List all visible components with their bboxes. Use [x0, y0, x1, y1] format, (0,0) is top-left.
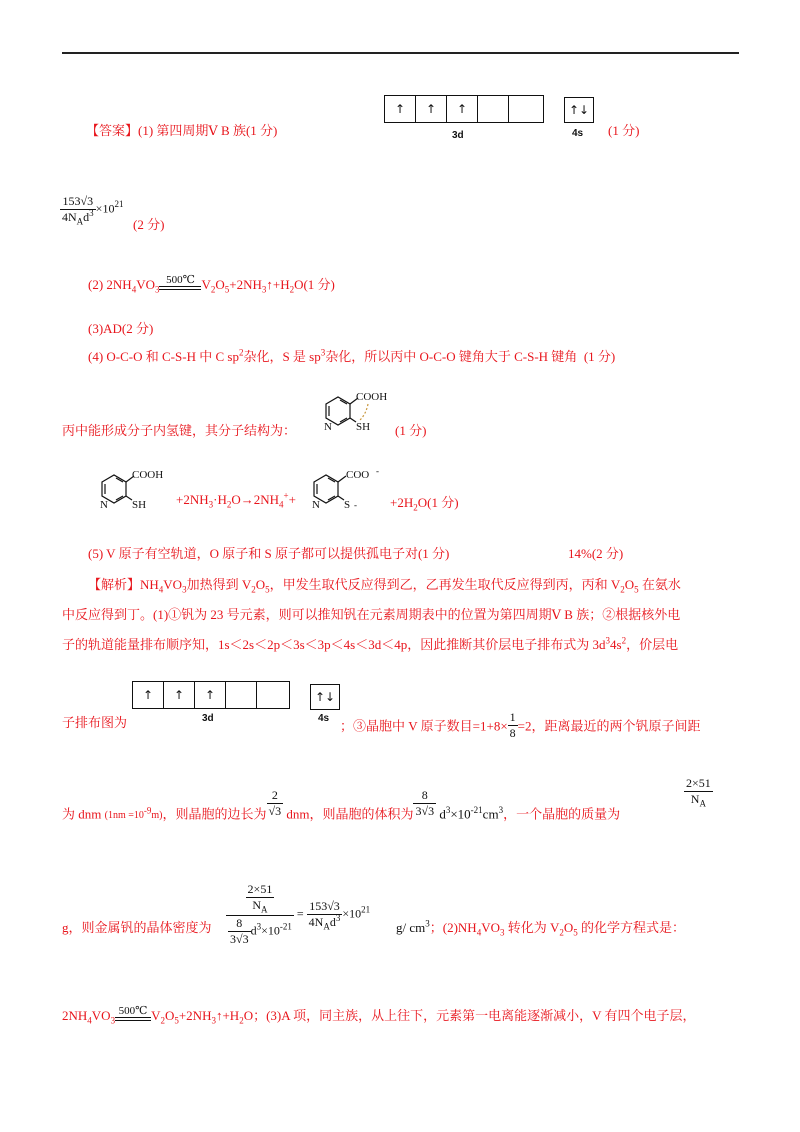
answer-4	[88, 346, 615, 365]
analysis-sup: 3	[445, 805, 451, 816]
fraction-den: 3√3	[415, 804, 435, 818]
unit-note: (1nm =10	[104, 810, 144, 822]
answer-2	[88, 274, 335, 296]
analysis-line-5	[62, 788, 621, 831]
sh-label: SH	[356, 421, 371, 433]
density-den-sub: A	[76, 216, 84, 227]
orbital-cell: ↑	[447, 96, 478, 122]
answer-line-1	[86, 120, 277, 139]
cooh-label: COOH	[132, 469, 164, 481]
orbital-4s-label: 4s	[572, 128, 584, 139]
analysis-text: ，甲发生取代反应得到乙，乙再发生取代反应得到丙，丙和 V	[269, 577, 621, 592]
analysis-sup: 3	[605, 635, 610, 646]
orbital-3d-box-analysis	[132, 681, 290, 709]
analysis-sub: 3	[499, 927, 505, 938]
p2-sub: 3	[261, 284, 267, 295]
p2-sub: 2	[210, 284, 216, 295]
fraction-den: N	[690, 792, 700, 806]
analysis-text: VO	[163, 577, 183, 592]
analysis-text: 转化为 V	[504, 920, 560, 935]
analysis-text: d	[436, 806, 446, 822]
analysis-text: NH	[140, 577, 159, 592]
orbital-cell: ↑	[133, 682, 164, 708]
analysis-text: ，一个晶胞的质量为	[503, 806, 621, 822]
p2-text: +2NH	[229, 277, 262, 292]
eq-text: ·H	[213, 492, 227, 507]
p4-text: 杂化，S 是 sp	[243, 349, 321, 364]
analysis-sub: 5	[573, 927, 578, 938]
analysis-line-6-b	[396, 917, 685, 936]
analysis-sub: 4	[476, 927, 482, 938]
p4-text: (4) O-C-O 和 C-S-H 中 C sp	[88, 349, 239, 364]
reaction-condition: 500℃	[118, 1005, 148, 1017]
density-expression	[60, 194, 123, 225]
analysis-text: +2NH	[178, 1008, 212, 1023]
analysis-text: ×10	[450, 806, 471, 822]
fraction-num: 2×51	[247, 882, 273, 896]
orbital-cell: ↑↓	[314, 690, 336, 704]
analysis-line-3	[62, 634, 678, 653]
analysis-text: 为 d	[62, 806, 85, 822]
equation-end	[390, 492, 459, 511]
orbital-3d-label: 3d	[452, 130, 464, 141]
fraction-den: √3	[268, 804, 282, 818]
analysis-sub: 4	[158, 584, 164, 595]
analysis-text: cm	[482, 806, 499, 822]
p2-text: VO	[136, 277, 155, 292]
fraction-num: 2×51	[686, 776, 711, 790]
density-score: (2 分)	[133, 217, 165, 232]
fraction-den: 3√3	[230, 932, 249, 946]
analysis-text: 加热得到 V	[186, 577, 252, 592]
analysis-line-7	[62, 1005, 696, 1027]
analysis-sub: 3	[110, 1015, 116, 1026]
p2-text: O	[215, 277, 225, 292]
orbital-3d-box	[384, 95, 544, 123]
eq-text: O(1 分)	[417, 495, 459, 510]
analysis-sub: 3	[182, 584, 187, 595]
density-den-tail: d	[83, 210, 90, 224]
p2-sub: 2	[289, 284, 295, 295]
eq-text: +	[288, 492, 296, 507]
analysis-sup: 2	[621, 635, 627, 646]
analysis-text: ，价层电	[626, 637, 679, 652]
analysis-sub: 2	[251, 584, 256, 595]
analysis-text: ；(2)NH	[429, 920, 477, 935]
analysis-sup: 3	[498, 805, 504, 816]
density-num: 153√3	[60, 194, 96, 210]
s-charge: -	[354, 500, 357, 510]
orbital-4s-box	[564, 97, 594, 123]
cooh-label: COOH	[356, 391, 388, 403]
analysis-sub: 3	[211, 1015, 216, 1026]
fraction-num: 153√3	[307, 899, 343, 915]
fraction-num: 8	[228, 916, 251, 932]
fraction-num: 8	[413, 788, 436, 804]
orbital-3d-label: 3d	[202, 713, 214, 724]
fraction-den: 4N	[308, 915, 324, 929]
header-rule	[62, 52, 739, 54]
analysis-text: 的化学方程式是：	[577, 920, 686, 935]
orbital-cell	[478, 96, 509, 122]
orbital-cell	[226, 682, 257, 708]
p2-text: V	[201, 277, 211, 292]
analysis-text: V	[151, 1008, 161, 1023]
fraction-num: 2	[267, 788, 284, 804]
analysis-text: ；③晶胞中 V 原子数目=1+8×	[340, 718, 508, 734]
orbital-cell	[257, 682, 287, 708]
analysis-sub: 5	[265, 584, 270, 595]
p4-sup: 2	[238, 347, 244, 358]
orbital-cell: ↑	[385, 96, 416, 122]
analysis-text: 子的轨道能量排布顺序知，1s＜2s＜2p＜3s＜3p＜4s＜3d＜4p，因此推断其价层电子排布式为 3d	[62, 637, 606, 652]
analysis-sub: 2	[239, 1015, 244, 1026]
analysis-sub: 2	[559, 927, 564, 938]
analysis-text: 在氨水	[638, 577, 681, 592]
p4-text: 杂化，所以丙中 O-C-O 键角大于 C-S-H 键角	[325, 349, 578, 364]
p4-sup: 3	[320, 347, 326, 358]
analysis-sup: 3	[425, 918, 430, 929]
analysis-text: VO	[481, 920, 500, 935]
eq-sub: 4	[279, 499, 284, 510]
eq-text: +2NH	[176, 492, 209, 507]
equals-sign: =	[296, 906, 304, 921]
fraction-num: 1	[509, 710, 516, 724]
analysis-line-1	[88, 574, 681, 593]
analysis-text: O；(3)A 项，同主族，从上往下，元素第一电离能逐渐减小，V 有四个电子层，	[243, 1008, 696, 1023]
analysis-text: =2，距离最近的两个钒原子间距	[517, 718, 701, 734]
structure-score: (1 分)	[395, 423, 427, 438]
n-label: N	[312, 499, 320, 511]
mult-sup: 21	[361, 904, 371, 915]
coo-label: COO	[346, 469, 370, 481]
analysis-sub: 4	[87, 1015, 92, 1026]
analysis-sub: 2	[160, 1015, 165, 1026]
analysis-sub: 5	[174, 1015, 179, 1026]
unit-note-sup: -9	[143, 806, 152, 817]
analysis-sup: -21	[470, 805, 483, 816]
density-mult-sup: 21	[114, 199, 124, 210]
analysis-text: O	[624, 577, 635, 592]
density-compound-fraction: $\frac{2\times 51}{N_A}$ $\frac{8}{3√3}$ $d^3\times 10^{-21}$ = $\frac{153√3}{4N_Ad^3}$ $\times 10^{21}$	[226, 882, 370, 947]
fraction-text: d	[250, 923, 257, 938]
fraction-text: d	[329, 915, 336, 929]
analysis-tag: 【解析】	[88, 577, 141, 592]
fraction-den: N	[252, 898, 262, 912]
answer-part1: (1) 第四周期Ⅴ B 族(1 分)	[138, 123, 278, 138]
reaction-condition: 500℃	[166, 274, 195, 286]
p2-sub: 3	[154, 284, 160, 295]
analysis-text: O	[563, 920, 574, 935]
reactant-molecule-icon	[92, 466, 176, 518]
analysis-text: O	[255, 577, 266, 592]
p2-text: ↑+H	[266, 277, 290, 292]
answer-tag: 【答案】	[86, 123, 139, 138]
p2-text: (2) 2NH	[88, 277, 132, 292]
density-mult: ×10	[95, 201, 115, 216]
analysis-line-6-a: g，则金属钒的晶体密度为	[62, 920, 212, 935]
analysis-text: nm	[84, 806, 102, 822]
eq-sub: 3	[208, 499, 214, 510]
answer-5: (5) V 原子有空轨道，O 原子和 S 原子都可以提供孤电子对(1 分)	[88, 546, 450, 561]
analysis-line-4-b	[340, 712, 701, 743]
answer-5-right: 14%(2 分)	[568, 546, 624, 561]
analysis-text: ，则晶胞的边长为	[162, 806, 267, 822]
n-label: N	[100, 499, 108, 511]
p1-score: (1 分)	[608, 123, 640, 138]
orbital-4s-box-analysis	[310, 684, 340, 710]
analysis-sub: 2	[620, 584, 625, 595]
analysis-line-4-a: 子排布图为	[62, 715, 128, 730]
eq-text: O→2NH	[231, 492, 279, 507]
equation-middle	[176, 492, 296, 508]
answer-4-structure-text: 丙中能形成分子内氢键，其分子结构为：	[62, 423, 297, 438]
orbital-cell: ↑	[416, 96, 447, 122]
s-label: S	[344, 499, 351, 511]
unit-note: m)	[151, 810, 163, 822]
mass-fraction: $\frac{2\times 51}{N_A}$	[686, 776, 711, 809]
sh-label: SH	[132, 499, 147, 511]
analysis-text: 4s	[610, 637, 622, 652]
orbital-cell: ↑	[195, 682, 226, 708]
fraction-den: 8	[509, 726, 516, 740]
p2-sub: 5	[224, 284, 230, 295]
analysis-text: VO	[91, 1008, 111, 1023]
orbital-4s-label: 4s	[318, 713, 330, 724]
p4-score: (1 分)	[583, 349, 616, 364]
analysis-line-2: 中反应得到丁。(1)①钒为 23 号元素，则可以推知钒在元素周期表中的位置为第四周期Ⅴ B 族；②根据核外电	[62, 607, 681, 622]
orbital-cell: ↑	[164, 682, 195, 708]
density-den-sup: 3	[89, 208, 94, 218]
mult-text: ×10	[342, 906, 362, 921]
coo-charge: -	[376, 466, 379, 476]
analysis-text: dnm，则晶胞的体积为	[283, 806, 414, 822]
density-den: 4N	[62, 210, 77, 224]
analysis-text: ↑+H	[215, 1008, 240, 1023]
product-molecule-icon	[304, 466, 394, 518]
orbital-cell	[509, 96, 541, 122]
eq-text: +2H	[390, 495, 414, 510]
eq-sub: 2	[413, 502, 418, 513]
analysis-text: g/ cm	[396, 920, 426, 935]
orbital-cell: ↑↓	[568, 103, 590, 117]
analysis-sub: 5	[634, 584, 639, 595]
eq-sub: 2	[226, 499, 232, 510]
n-label: N	[324, 421, 332, 433]
p2-text: O(1 分)	[294, 277, 335, 292]
answer-3: (3)AD(2 分)	[88, 321, 154, 336]
eq-sup: +	[283, 490, 289, 501]
molecule-structure-icon	[312, 388, 392, 442]
analysis-text: O	[164, 1008, 175, 1023]
analysis-text: 2NH	[62, 1008, 88, 1023]
p2-sub: 4	[131, 284, 137, 295]
